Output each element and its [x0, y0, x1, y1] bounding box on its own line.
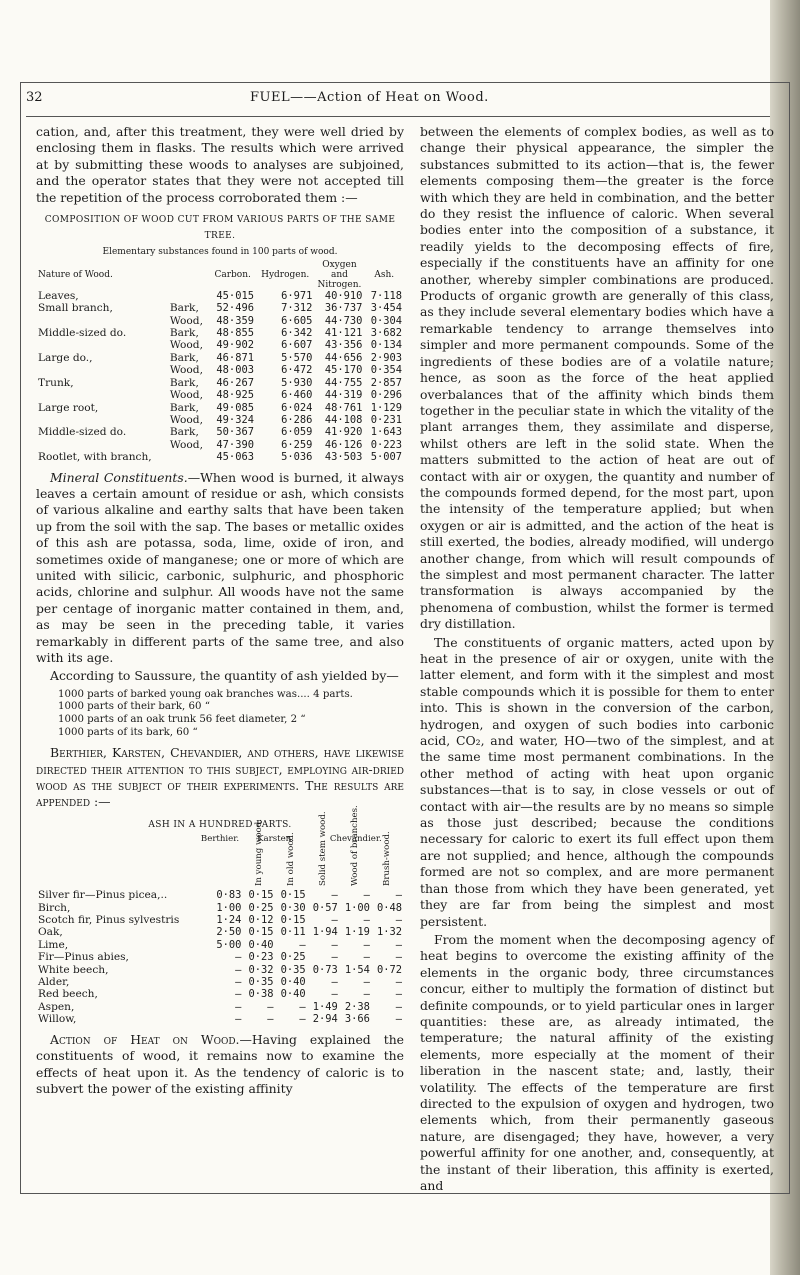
row-name: Willow,	[38, 1013, 77, 1026]
row-part: Bark,	[169, 426, 199, 439]
table-row	[36, 327, 404, 339]
ash-value: 0·134	[370, 339, 402, 352]
ash-cell: 0·40	[280, 988, 306, 1001]
row-part: Wood,	[169, 364, 203, 377]
row-name: Small branch,	[38, 302, 113, 315]
list-item	[58, 714, 404, 727]
table-header	[168, 260, 210, 290]
hydrogen-value: 6·059	[281, 426, 313, 439]
ash-value: 2·857	[370, 376, 402, 389]
list-item-value: 4 parts.	[313, 688, 353, 700]
ash-cell: 0·38	[248, 988, 274, 1001]
ash-cell: 1·00	[344, 901, 370, 914]
ash-cell: 0·40	[280, 976, 306, 989]
list-item	[58, 727, 404, 740]
ash-cell: 0·11	[280, 926, 306, 939]
ash-table-title: ASH IN A HUNDRED PARTS.	[148, 819, 292, 830]
ash-value: 5·007	[370, 451, 402, 464]
ash-cell: —	[235, 976, 242, 989]
oxygen-value: 41·121	[324, 327, 363, 340]
hydrogen-value: 6·259	[281, 438, 313, 451]
table-row	[36, 290, 404, 302]
ash-value: 0·304	[370, 314, 402, 327]
row-part: Bark,	[169, 327, 199, 340]
carbon-value: 47·390	[216, 438, 254, 451]
header-rule	[26, 116, 770, 117]
ash-cell: —	[395, 951, 402, 964]
ash-columns-row	[36, 844, 404, 889]
list-item-text: 1000 parts of barked young oak branches was....	[58, 688, 310, 700]
ash-cell: —	[235, 963, 242, 976]
table-row	[36, 389, 404, 401]
row-name: Oak,	[38, 926, 63, 939]
list-item	[58, 701, 404, 714]
ash-cell: 5·00	[216, 938, 242, 951]
hydrogen-value: 6·342	[281, 327, 313, 340]
author-chevandier: Chevandier.	[329, 834, 382, 845]
table-row	[36, 988, 404, 1000]
ash-cell: 1·00	[216, 901, 242, 914]
list-item	[58, 689, 404, 702]
saussure-ash-list	[58, 689, 404, 739]
berthier-paragraph: Berthier, Karsten, Chevandier, and others, have likewise directed their attention to this subject, employing air-dried wood as the subject of their experiments. The results are appended :—	[36, 745, 404, 810]
author-karsten: Karsten.	[257, 834, 294, 845]
row-name: Middle-sized do.	[38, 327, 127, 340]
ash-cell: —	[395, 914, 402, 927]
ash-value: 3·454	[370, 302, 402, 315]
ash-cell: 0·73	[312, 963, 338, 976]
table-row	[36, 451, 404, 463]
carbon-value: 46·871	[216, 351, 254, 364]
row-name: Alder,	[38, 976, 70, 989]
ash-cell: 0·15	[248, 926, 274, 939]
right-paragraph: The constituents of organic matters, acted upon by heat in the presence of air or oxygen, unite with the latter element, and form with it the simplest and most stable compounds which it is possible for them to enter into. This is shown in the conversion of the carbon, hydrogen, and oxygen of such bodies into carbonic acid, CO₂, and water, HO—two of the simplest, and at the same time most permanent combinations. In the other method of acting with heat upon organic substances—that is to say, in close vessels or out of contact with air—the results are by no means so simple as those just described; because the conditions necessary for caloric to exert its full effect upon them are not supplied; and hence, although the compounds formed are not so complex, and are more permanent than those from which they have been generated, yet they are far from being the simplest and most persistent.	[420, 634, 774, 929]
table-header: Carbon.	[214, 269, 251, 280]
hydrogen-value: 5·036	[281, 451, 313, 464]
row-part: Bark,	[169, 302, 199, 315]
ash-cell: 3·66	[344, 1013, 370, 1026]
ash-cell: —	[299, 1000, 306, 1013]
ash-value: 0·296	[370, 389, 402, 402]
ash-cell: 0·72	[376, 963, 402, 976]
hydrogen-value: 6·971	[281, 289, 313, 302]
table-row	[36, 339, 404, 351]
ash-value: 1·643	[370, 426, 402, 439]
ash-col-label: In old wood.	[286, 832, 297, 887]
row-name	[36, 315, 168, 327]
row-name: Leaves,	[38, 289, 79, 302]
ash-cell: —	[331, 889, 338, 902]
ash-cell: 0·35	[280, 963, 306, 976]
table-row	[36, 414, 404, 426]
ash-cell: 0·32	[248, 963, 274, 976]
row-part: Wood,	[169, 339, 203, 352]
hydrogen-value: 7·312	[281, 302, 313, 315]
table-row	[36, 402, 404, 414]
right-column	[420, 124, 774, 1196]
ash-col-label: In young wood.	[253, 819, 264, 887]
ash-cell: 0·57	[312, 901, 338, 914]
table-row	[36, 1013, 404, 1025]
intro-paragraph: cation, and, after this treatment, they were well dried by enclosing them in flasks. The results which were arrived at by submitting these woods to analyses are subjoined, and the operator states that they were not accepted till the repetition of the process corroborated them :—	[36, 124, 404, 205]
ash-cell: —	[267, 1013, 274, 1026]
row-part: Bark,	[169, 351, 199, 364]
composition-table-body	[36, 290, 404, 464]
oxygen-value: 48·761	[324, 401, 363, 414]
ash-cell: —	[363, 976, 370, 989]
row-name: Fir—Pinus abies,	[38, 951, 129, 964]
hydrogen-value: 6·605	[281, 314, 313, 327]
row-name: Aspen,	[38, 1000, 75, 1013]
hydrogen-value: 6·024	[281, 401, 313, 414]
ash-value: 2·903	[370, 351, 402, 364]
ash-cell: 0·35	[248, 976, 274, 989]
action-paragraph	[36, 1032, 404, 1098]
table-header-row	[36, 260, 404, 290]
ash-value: 3·682	[370, 327, 402, 340]
ash-cell: 1·24	[216, 914, 242, 927]
ash-cell: 0·83	[216, 889, 242, 902]
ash-cell: 0·15	[248, 889, 274, 902]
carbon-value: 50·367	[216, 426, 254, 439]
table-row	[36, 964, 404, 976]
carbon-value: 45·063	[216, 451, 254, 464]
ash-cell: —	[363, 951, 370, 964]
row-part: Bark,	[169, 401, 199, 414]
oxygen-value: 46·126	[324, 438, 363, 451]
row-name: Silver fir—Pinus picea,..	[38, 889, 168, 902]
ash-cell: 0·12	[248, 914, 274, 927]
carbon-value: 46·267	[216, 376, 254, 389]
oxygen-value: 44·108	[324, 413, 363, 426]
table-row	[36, 1001, 404, 1013]
ash-cell: —	[363, 914, 370, 927]
carbon-value: 48·359	[216, 314, 254, 327]
row-name: Lime,	[38, 938, 69, 951]
row-name: Red beech,	[38, 988, 98, 1001]
left-column	[36, 124, 404, 1099]
oxygen-value: 44·656	[324, 351, 363, 364]
ash-col-label: Wood of branches.	[350, 805, 361, 887]
ash-table-body	[36, 889, 404, 1025]
list-item-text: 1000 parts of an oak trunk 56 feet diameter,	[58, 714, 288, 725]
row-name: Middle-sized do.	[38, 426, 127, 439]
right-paragraph: From the moment when the decomposing agency of heat begins to overcome the existing affinity of the elements in the organic body, three circumstances concur, either to multiply the formation of distinct but definite compounds, or to yield particular ones in larger quantities: these are, as already intimated, the temperature; the natural affinity of the existing elements, more especially at the moment of their liberation in the nascent state; and, lastly, their volatility. The effects of the temperature are first directed to the expulsion of oxygen and hydrogen, two elements which, from their permanently gaseous nature, are disengaged; they have, however, a very powerful affinity for one another, and, consequently, at the instant of their liberation, this affinity is exerted, and	[420, 931, 774, 1193]
table-row	[36, 914, 404, 926]
ash-cell: —	[363, 889, 370, 902]
carbon-value: 49·902	[216, 339, 254, 352]
ash-cell: —	[331, 938, 338, 951]
carbon-value: 48·925	[216, 389, 254, 402]
row-part: Wood,	[169, 389, 203, 402]
ash-cell: —	[235, 988, 242, 1001]
table-row	[36, 315, 404, 327]
ash-cell: —	[331, 914, 338, 927]
ash-cell: —	[395, 988, 402, 1001]
row-name	[36, 439, 168, 451]
table-header: Hydrogen.	[261, 269, 310, 280]
carbon-value: 48·003	[216, 364, 254, 377]
ash-cell: —	[395, 1000, 402, 1013]
ash-value: 0·223	[370, 438, 402, 451]
table-row	[36, 951, 404, 963]
ash-cell: 1·49	[312, 1000, 338, 1013]
carbon-value: 48·855	[216, 327, 254, 340]
row-name: Scotch fir, Pinus sylvestris	[38, 914, 180, 927]
ash-cell: 0·40	[248, 938, 274, 951]
ash-cell: 0·23	[248, 951, 274, 964]
hydrogen-value: 6·460	[281, 389, 313, 402]
running-head: FUEL——Action of Heat on Wood.	[250, 90, 489, 105]
ash-value: 0·354	[370, 364, 402, 377]
oxygen-value: 36·737	[324, 302, 363, 315]
table-row	[36, 926, 404, 938]
table-header: Oxygen and Nitrogen.	[317, 259, 362, 290]
ash-col-label: Solid stem wood.	[318, 811, 329, 887]
oxygen-value: 45·170	[324, 364, 363, 377]
table-row	[36, 426, 404, 438]
row-name	[36, 339, 168, 351]
oxygen-value: 44·319	[324, 389, 363, 402]
mineral-text: —When wood is burned, it always leaves a certain amount of residue or ash, which consists of various alkaline and earthy salts that have been taken up from the soil with the sap. The bases or metallic oxides of this ash are potassa, soda, lime, oxide of iron, and sometimes oxide of manganese; one or more of which are united with silicic, carbonic, sulphuric, and phosphoric acids, chlorine and sulphur. All woods have not the same per centage of inorganic matter contained in them, and, as may be seen in the preceding table, it varies remarkably in different parts of the same tree, and also with its age.	[36, 469, 404, 665]
row-part	[168, 290, 210, 302]
composition-table-title: COMPOSITION OF WOOD CUT FROM VARIOUS PARTS OF THE SAME TREE.	[44, 215, 396, 242]
row-name	[36, 389, 168, 401]
table-row	[36, 302, 404, 314]
hydrogen-value: 5·930	[281, 376, 313, 389]
page-number: 32	[26, 90, 43, 105]
row-name: Rootlet, with branch,	[38, 451, 152, 464]
hydrogen-value: 6·472	[281, 364, 313, 377]
row-name: White beech,	[38, 963, 109, 976]
row-part: Wood,	[169, 314, 203, 327]
ash-cell: —	[235, 1013, 242, 1026]
ash-cell: —	[395, 889, 402, 902]
list-item-text: 1000 parts of its bark,	[58, 726, 174, 738]
ash-cell: 0·48	[376, 901, 402, 914]
ash-cell: 0·15	[280, 889, 306, 902]
oxygen-value: 40·910	[324, 289, 363, 302]
row-name: Trunk,	[38, 376, 74, 389]
composition-table-subtitle: Elementary substances found in 100 parts of wood.	[102, 246, 338, 257]
table-header: Ash.	[374, 269, 395, 280]
right-paragraph: between the elements of complex bodies, as well as to change their physical appearance, the simpler the substances submitted to its action—that is, the fewer elements composing them—the greater is the force with which they are held in combination, and the better do they resist the influence of caloric. When several bodies enter into the composition of a substance, it readily yields to the decomposing effects of fire, especially if the constituents have an affinity for one another, whereby simpler combinations are produced. Products of organic growth are generally of this class, as they include several elementary bodies which have a remarkable tendency to arrange themselves into simpler and more permanent compounds. Some of the ingredients of these bodies are of a volatile nature; hence, as soon as the force of the heat applied overbalances that of the affinity which binds them together in the peculiar state in which the vitality of the plant arranges them, they assimilate and disperse, whilst others are left in the solid state. When the matters submitted to the action of heat are out of contact with air or oxygen, the quantity and number of the compounds formed depend, for the most part, upon the intensity of the temperature applied; but when oxygen or air is admitted, and the action of the heat is still exerted, the bodies, already modified, will undergo another change, from which will result compounds of the simplest and most permanent character. The latter transformation is always accompanied by the phenomena of combustion, whilst the former is termed dry distillation.	[420, 124, 774, 632]
ash-col-label: Brush-wood.	[382, 831, 393, 887]
table-row	[36, 902, 404, 914]
list-item-value: 60 “	[176, 726, 198, 738]
ash-cell: —	[299, 938, 306, 951]
ash-cell: —	[267, 1000, 274, 1013]
ash-cell: —	[363, 938, 370, 951]
ash-cell: 1·32	[376, 926, 402, 939]
carbon-value: 45·015	[216, 289, 254, 302]
ash-cell: —	[395, 976, 402, 989]
ash-cell: 2·94	[312, 1013, 338, 1026]
action-text: —Having explained the constituents of wood, it remains now to examine the effects of heat upon it. As the tendency of caloric is to subvert the power of the existing affinity	[36, 1031, 405, 1096]
ash-cell: —	[395, 938, 402, 951]
ash-cell: 0·15	[280, 914, 306, 927]
saussure-paragraph: According to Saussure, the quantity of ash yielded by—	[50, 668, 399, 684]
ash-value: 0·231	[370, 413, 402, 426]
oxygen-value: 44·730	[324, 314, 363, 327]
table-row	[36, 939, 404, 951]
ash-cell: 0·25	[280, 951, 306, 964]
row-name: Large root,	[38, 401, 99, 414]
ash-value: 1·129	[370, 401, 402, 414]
row-part	[168, 451, 210, 463]
row-name: Birch,	[38, 901, 71, 914]
hydrogen-value: 6·607	[281, 339, 313, 352]
ash-cell: —	[363, 988, 370, 1001]
list-item-value: 60 “	[188, 701, 210, 713]
ash-authors-row	[36, 835, 404, 844]
table-row	[36, 377, 404, 389]
ash-cell: —	[299, 1013, 306, 1026]
hydrogen-value: 5·570	[281, 351, 313, 364]
ash-cell: —	[235, 951, 242, 964]
ash-cell: —	[331, 951, 338, 964]
row-name	[36, 364, 168, 376]
ash-cell: —	[331, 988, 338, 1001]
oxygen-value: 41·920	[324, 426, 363, 439]
list-item-text: 1000 parts of their bark,	[58, 701, 186, 713]
mineral-paragraph	[36, 470, 404, 667]
ash-cell: 0·25	[248, 901, 274, 914]
ash-cell: —	[235, 1000, 242, 1013]
ash-cell: 2·50	[216, 926, 242, 939]
oxygen-value: 43·503	[324, 451, 363, 464]
oxygen-value: 43·356	[324, 339, 363, 352]
composition-table	[36, 260, 404, 464]
row-part: Bark,	[169, 376, 199, 389]
ash-cell: 1·54	[344, 963, 370, 976]
row-part: Wood,	[169, 413, 203, 426]
row-name: Large do.,	[38, 351, 93, 364]
table-row	[36, 352, 404, 364]
ash-cell: —	[395, 1013, 402, 1026]
row-name	[36, 414, 168, 426]
list-item-value: 2 “	[290, 714, 306, 725]
ash-cell: 0·30	[280, 901, 306, 914]
ash-cell: —	[331, 976, 338, 989]
action-heading: Action of Heat on Wood.	[50, 1031, 240, 1047]
author-berthier: Berthier.	[200, 834, 240, 845]
row-part: Wood,	[169, 438, 203, 451]
table-row	[36, 976, 404, 988]
carbon-value: 52·496	[216, 302, 254, 315]
hydrogen-value: 6·286	[281, 413, 313, 426]
table-header: Nature of Wood.	[38, 269, 113, 280]
carbon-value: 49·324	[216, 413, 254, 426]
oxygen-value: 44·755	[324, 376, 363, 389]
table-row	[36, 439, 404, 451]
carbon-value: 49·085	[216, 401, 254, 414]
mineral-heading: Mineral Constituents.	[50, 469, 188, 485]
ash-cell: 2·38	[344, 1000, 370, 1013]
table-row	[36, 364, 404, 376]
ash-value: 7·118	[370, 289, 402, 302]
table-row	[36, 889, 404, 901]
ash-cell: 1·19	[344, 926, 370, 939]
ash-cell: 1·94	[312, 926, 338, 939]
